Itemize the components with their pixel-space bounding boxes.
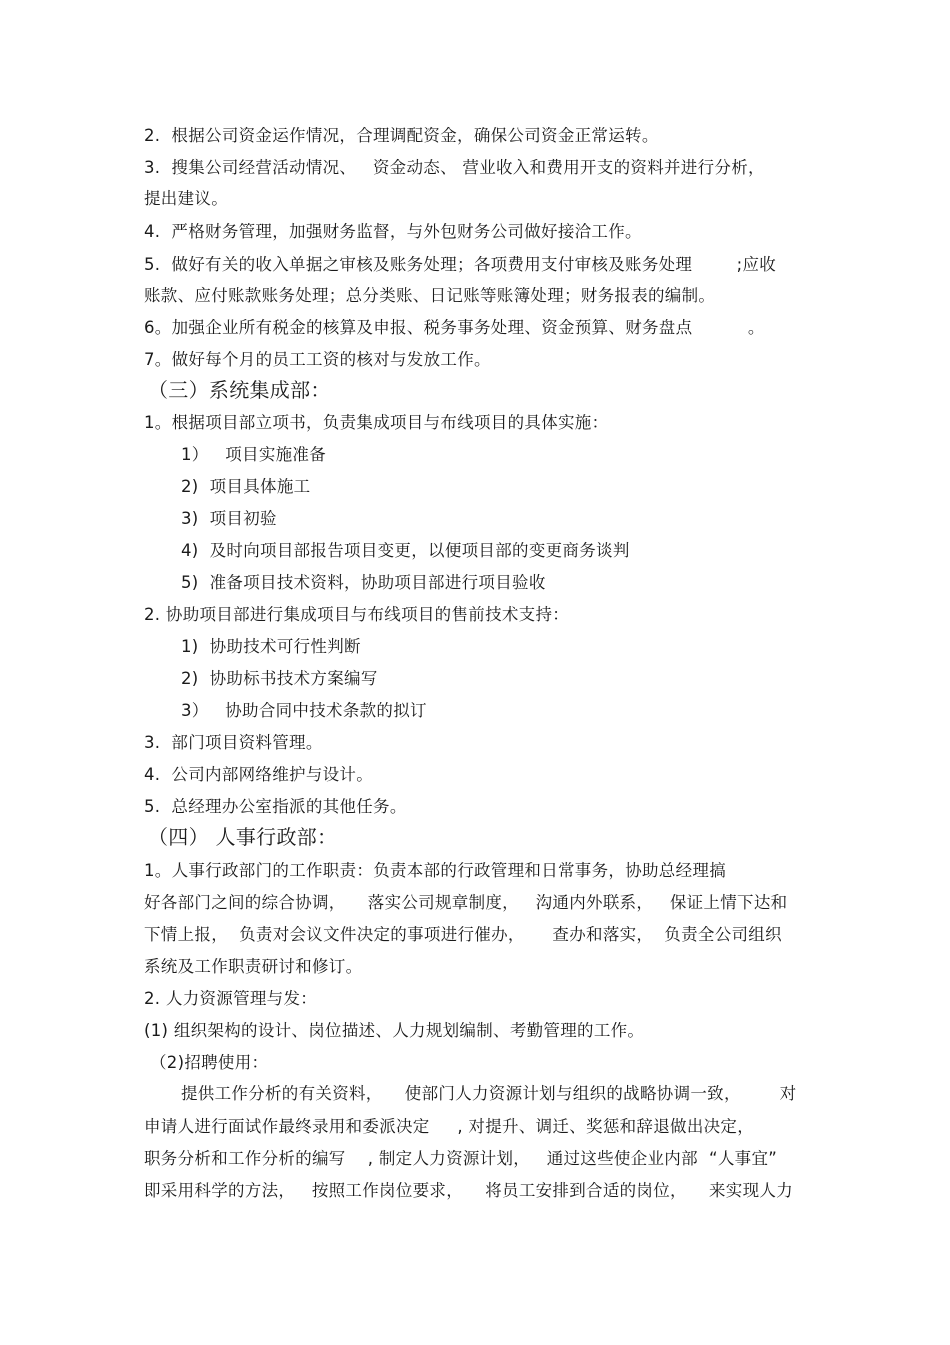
text-line: 1。根据项目部立项书，负责集成项目与布线项目的具体实施： xyxy=(144,413,609,432)
list-item: 3） 协助合同中技术条款的拟订 xyxy=(181,701,427,720)
list-item: 2) 协助标书技术方案编写 xyxy=(181,669,378,688)
text-line: 下情上报， 负责对会议文件决定的事项进行催办， 查办和落实， 负责全公司组织 xyxy=(144,925,782,944)
text-line: 6。加强企业所有税金的核算及申报、税务事务处理、资金预算、财务盘点 。 xyxy=(144,318,765,337)
text-line: 提出建议。 xyxy=(144,189,228,208)
text-line: 7。做好每个月的员工工资的核对与发放工作。 xyxy=(144,350,491,369)
list-item: 5) 准备项目技术资料，协助项目部进行项目验收 xyxy=(181,573,546,592)
text-line: （2)招聘使用： xyxy=(150,1053,269,1072)
text-line: 2. 人力资源管理与发： xyxy=(144,989,318,1008)
text-line: 提供工作分析的有关资料， 使部门人力资源计划与组织的战略协调一致， 对 xyxy=(181,1084,797,1103)
text-line: 5. 做好有关的收入单据之审核及账务处理；各项费用支付审核及账务处理 ;应收 xyxy=(144,255,777,274)
text-line: 系统及工作职责研讨和修订。 xyxy=(144,957,363,976)
text-line: 5. 总经理办公室指派的其他任务。 xyxy=(144,797,407,816)
list-item: 1) 协助技术可行性判断 xyxy=(181,637,361,656)
text-line: 3. 搜集公司经营活动情况、 资金动态、 营业收入和费用开支的资料并进行分析， xyxy=(144,158,765,177)
text-line: 2. 根据公司资金运作情况，合理调配资金，确保公司资金正常运转。 xyxy=(144,126,659,145)
text-line: 4. 公司内部网络维护与设计。 xyxy=(144,765,374,784)
text-line: (1) 组织架构的设计、岗位描述、人力规划编制、考勤管理的工作。 xyxy=(144,1021,645,1040)
text-line: 好各部门之间的综合协调， 落实公司规章制度， 沟通内外联系， 保证上情下达和 xyxy=(144,893,788,912)
text-line: 申请人进行面试作最终录用和委派决定 , 对提升、调迁、奖惩和辞退做出决定， xyxy=(144,1117,755,1136)
text-line: 4. 严格财务管理，加强财务监督，与外包财务公司做好接洽工作。 xyxy=(144,222,642,241)
text-line: 账款、应付账款账务处理；总分类账、日记账等账簿处理；财务报表的编制。 xyxy=(144,286,716,305)
list-item: 2) 项目具体施工 xyxy=(181,477,311,496)
text-line: 3. 部门项目资料管理。 xyxy=(144,733,323,752)
text-line: 即采用科学的方法， 按照工作岗位要求， 将员工安排到合适的岗位， 来实现人力 xyxy=(144,1181,793,1200)
list-item: 3) 项目初验 xyxy=(181,509,277,528)
text-line: 2. 协助项目部进行集成项目与布线项目的售前技术支持： xyxy=(144,605,570,624)
section-heading: （三）系统集成部： xyxy=(148,378,331,402)
list-item: 4) 及时向项目部报告项目变更，以便项目部的变更商务谈判 xyxy=(181,541,630,560)
list-item: 1） 项目实施准备 xyxy=(181,445,327,464)
section-heading: （四） 人事行政部： xyxy=(148,825,338,849)
text-line: 1。人事行政部门的工作职责：负责本部的行政管理和日常事务，协助总经理搞 xyxy=(144,861,726,880)
text-line: 职务分析和工作分析的编写 , 制定人力资源计划， 通过这些使企业内部 “人事宜” xyxy=(144,1149,778,1168)
